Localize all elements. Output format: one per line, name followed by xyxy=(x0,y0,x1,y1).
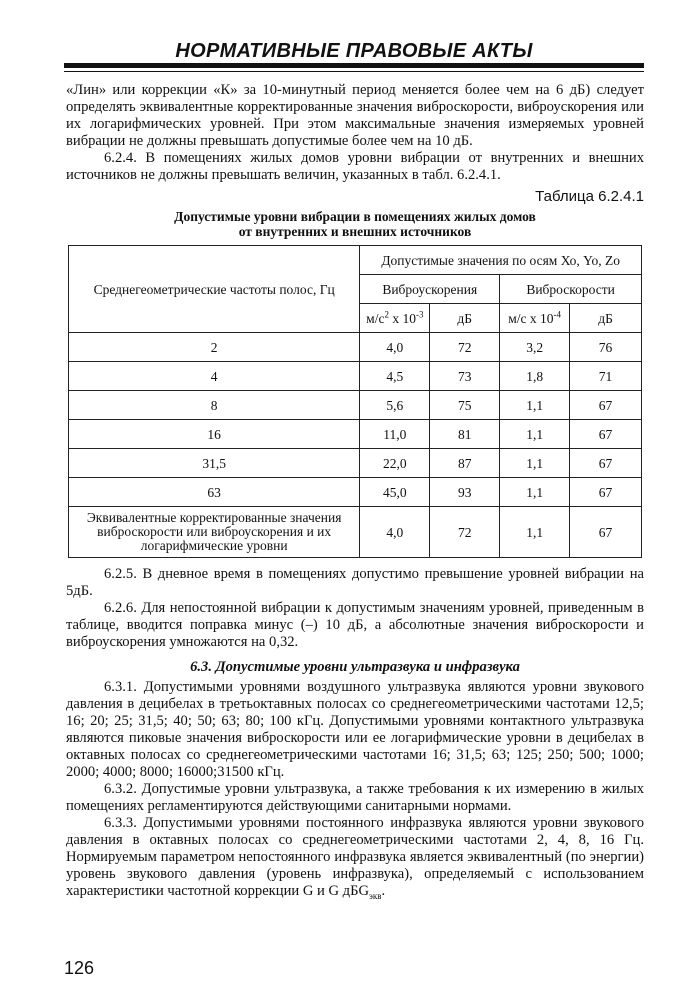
cell-accel-db: 81 xyxy=(430,420,500,449)
cell-frequency: 63 xyxy=(69,478,360,507)
paragraph: 6.2.6. Для непостоянной вибрации к допустимым значениям уровней, приведенным в таблице, вводится поправка минус (–) 10 дБ, а абсолютные значения виброскорости и виброускорения умножаются на 0,32. xyxy=(66,600,644,650)
cell-velocity-db: 76 xyxy=(570,333,642,362)
table-row xyxy=(69,362,642,391)
unit-acceleration: $м/с^2$ х $10^{-3}$ xyxy=(360,304,430,333)
table-title xyxy=(66,209,644,239)
table-caption: Таблица 6.2.4.1 xyxy=(535,188,644,205)
cell-accel-db: 75 xyxy=(430,391,500,420)
table-row xyxy=(69,478,642,507)
header-frequency: Среднегеометрические частоты полос, Гц xyxy=(69,246,360,333)
section-title: 6.3. Допустимые уровни ультразвука и инфразвука xyxy=(190,659,520,675)
cell-accel: 4,5 xyxy=(360,362,430,391)
cell-velocity-db: 67 xyxy=(570,507,642,558)
table-row-equivalent xyxy=(69,507,642,558)
table-row xyxy=(69,333,642,362)
cell-velocity: 1,1 xyxy=(500,478,570,507)
paragraph: 6.2.5. В дневное время в помещениях допустимо превышение уровней вибрации на 5дБ. xyxy=(66,566,644,599)
cell-accel-db: 72 xyxy=(430,333,500,362)
cell-velocity: 1,1 xyxy=(500,391,570,420)
cell-accel-db: 72 xyxy=(430,507,500,558)
header-velocity: Виброскорости xyxy=(500,275,642,304)
cell-velocity: 1,1 xyxy=(500,420,570,449)
paragraph: 6.3.3. Допустимыми уровнями постоянного инфразвука являются уровни звукового давления в октавных полосах со среднегеометрическими частотами 2, 4, 8, 16 Гц. Нормируемым параметром непостоянного инфразвука является эквивалентный (по энергии) уровень звукового давления (уровень инфразвука), определяемый с использованием характеристики частотной коррекции G и G дБG$_{экв}$. xyxy=(66,815,644,901)
cell-velocity-db: 67 xyxy=(570,391,642,420)
paragraph: «Лин» или коррекции «К» за 10-минутный период меняется более чем на 6 дБ) следует определять эквивалентные корректированные значения виброскорости, виброускорения или их логарифмических уровней. При этом максимальные значения измеряемых уровней вибрации не должны превышать допустимые более чем на 10 дБ. xyxy=(66,82,644,149)
unit-db: дБ xyxy=(570,304,642,333)
table-row xyxy=(69,391,642,420)
paragraph: 6.3.1. Допустимыми уровнями воздушного ультразвука являются уровни звукового давления в децибелах в третьоктавных полосах со среднегеометрическими частотами 12,5; 16; 20; 25; 31,5; 40; 50; 63; 80; 100 кГц. Допустимыми уровнями контактного ультразвука являются пиковые значения виброскорости или ее логарифмические уровни в децибелах в октавных полосах со среднегеометрическими частотами 16; 31,5; 63; 125; 250; 500; 1000; 2000; 4000; 8000; 16000;31500 кГц. xyxy=(66,679,644,780)
header-acceleration: Виброускорения xyxy=(360,275,500,304)
unit-velocity: м/с х $10^{-4}$ xyxy=(500,304,570,333)
cell-accel: 45,0 xyxy=(360,478,430,507)
cell-velocity-db: 67 xyxy=(570,478,642,507)
vibration-table xyxy=(68,245,642,558)
cell-velocity: 1,1 xyxy=(500,507,570,558)
running-header: НОРМАТИВНЫЕ ПРАВОВЫЕ АКТЫ xyxy=(175,40,533,62)
paragraph: 6.2.4. В помещениях жилых домов уровни вибрации от внутренних и внешних источников не должны превышать величин, указанных в табл. 6.2.4.1. xyxy=(66,150,644,183)
cell-accel-db: 93 xyxy=(430,478,500,507)
paragraph: 6.3.2. Допустимые уровни ультразвука, а также требования к их измерению в жилых помещениях регламентируются действующими санитарными нормами. xyxy=(66,781,644,814)
cell-frequency: 4 xyxy=(69,362,360,391)
table-row xyxy=(69,420,642,449)
table-row xyxy=(69,449,642,478)
cell-accel: 4,0 xyxy=(360,507,430,558)
header-allowed-values: Допустимые значения по осям Хо, Yo, Zo xyxy=(360,246,642,275)
cell-velocity: 1,1 xyxy=(500,449,570,478)
cell-velocity-db: 67 xyxy=(570,449,642,478)
cell-accel-db: 73 xyxy=(430,362,500,391)
cell-frequency: 31,5 xyxy=(69,449,360,478)
unit-db: дБ xyxy=(430,304,500,333)
cell-velocity: 3,2 xyxy=(500,333,570,362)
cell-frequency: 2 xyxy=(69,333,360,362)
cell-frequency: 16 xyxy=(69,420,360,449)
cell-velocity-db: 67 xyxy=(570,420,642,449)
cell-accel: 11,0 xyxy=(360,420,430,449)
table-title-line: Допустимые уровни вибрации в помещениях жилых домов xyxy=(174,209,536,224)
cell-velocity-db: 71 xyxy=(570,362,642,391)
cell-accel: 5,6 xyxy=(360,391,430,420)
header-rule-thin xyxy=(64,71,644,72)
page-number: 126 xyxy=(64,958,95,978)
table-title-line: от внутренних и внешних источников xyxy=(238,224,472,239)
cell-velocity: 1,8 xyxy=(500,362,570,391)
cell-equivalent-label: Эквивалентные корректированные значения виброскорости или виброускорения и их логарифмические уровни xyxy=(69,507,360,558)
cell-accel-db: 87 xyxy=(430,449,500,478)
header-rule-thick xyxy=(64,63,644,68)
cell-accel: 22,0 xyxy=(360,449,430,478)
cell-frequency: 8 xyxy=(69,391,360,420)
page-body xyxy=(66,82,644,900)
cell-accel: 4,0 xyxy=(360,333,430,362)
